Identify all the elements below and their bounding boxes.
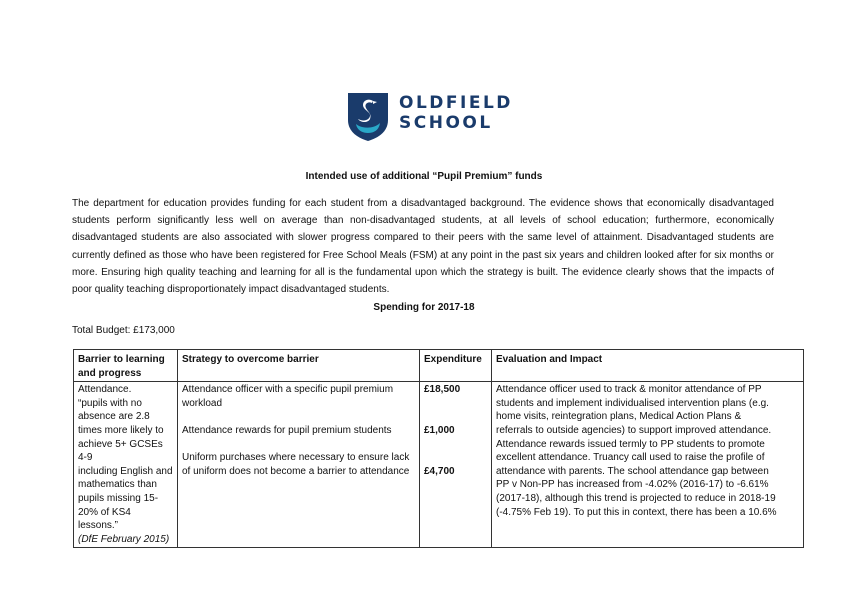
barrier-line: achieve 5+ GCSEs 4-9: [78, 438, 163, 464]
strategy-item: Attendance officer with a specific pupil premium workload: [182, 384, 394, 409]
header-expenditure: Expenditure: [420, 350, 492, 382]
strategy-item: Uniform purchases where necessary to ensure lack of uniform does not become a barrier to attendance: [182, 452, 410, 477]
evaluation-line: students and implement individualised intervention plans (e.g.: [496, 397, 769, 409]
barrier-line: 20% of KS4 lessons.”: [78, 506, 131, 532]
strategy-item: Attendance rewards for pupil premium students: [182, 424, 392, 436]
evaluation-line: (-4.75% Feb 19). To put this in context, there has been a 10.6%: [496, 506, 777, 518]
page-title: Intended use of additional “Pupil Premium” funds: [305, 171, 543, 182]
strategy-cell: [178, 382, 420, 548]
evaluation-line: attendance with parents. The school attendance gap between: [496, 465, 769, 477]
table-row-attendance: [74, 382, 804, 548]
expenditure-value: £18,500: [424, 384, 461, 396]
barrier-line: absence are 2.8: [78, 411, 150, 423]
expenditure-value: £4,700: [424, 465, 455, 477]
swan-crest-icon: [347, 92, 389, 142]
spending-heading: Spending for 2017-18: [373, 302, 475, 313]
barrier-line: Attendance.: [78, 384, 132, 396]
barrier-line: times more likely to: [78, 424, 164, 436]
spending-table: [73, 349, 804, 548]
evaluation-line: Attendance rewards issued termly to PP students to promote: [496, 438, 765, 450]
header-barrier: Barrier to learning and progress: [74, 350, 178, 382]
barrier-line: mathematics than: [78, 479, 157, 491]
evaluation-line: home visits, reintegration plans, Medical Action Plans &: [496, 411, 742, 423]
school-logo: [347, 92, 513, 142]
header-evaluation: Evaluation and Impact: [492, 350, 804, 382]
total-budget: Total Budget: £173,000: [72, 325, 175, 336]
evaluation-line: (2017-18), although this trend is projected to reduce in 2018-19: [496, 492, 776, 504]
evaluation-line: PP v Non-PP has increased from -4.02% (2016-17) to -6.61%: [496, 479, 769, 491]
evaluation-cell: [492, 382, 804, 548]
barrier-cell: [74, 382, 178, 548]
logo-wordmark: [399, 93, 513, 133]
logo-line2: SCHOOL: [399, 113, 493, 133]
expenditure-cell: [420, 382, 492, 548]
header-strategy: Strategy to overcome barrier: [178, 350, 420, 382]
evaluation-line: excellent attendance. Truancy call used to raise the profile of: [496, 452, 765, 464]
evaluation-line: Attendance officer used to track & monitor attendance of PP: [496, 384, 762, 396]
evaluation-line: referrals to outside agencies) to support improved attendance.: [496, 424, 772, 436]
barrier-line: pupils missing 15-: [78, 492, 159, 504]
barrier-line: including English and: [78, 465, 173, 477]
intro-paragraph: The department for education provides funding for each student from a disadvantaged background. The evidence shows that economically disadvantaged students perform significantly less well on average than non-disadvantaged students, at all levels of school education; furthermore, economically disadvantaged students are also associated with slower progress compared to their peers with the same level of attainment. Disadvantaged students are currently defined as those who have been registered for Free School Meals (FSM) at any point in the past six years and children looked after for six months or more. Ensuring high quality teaching and learning for all is the fundamental upon which the strategy is built. The evidence clearly shows that the impacts of poor quality teaching disproportionately impact disadvantaged students.: [72, 198, 774, 296]
expenditure-value: £1,000: [424, 424, 455, 436]
barrier-line: “pupils with no: [78, 397, 142, 409]
logo-line1: OLDFIELD: [399, 93, 513, 113]
barrier-source: (DfE February 2015): [78, 533, 170, 545]
table-header-row: [74, 350, 804, 382]
